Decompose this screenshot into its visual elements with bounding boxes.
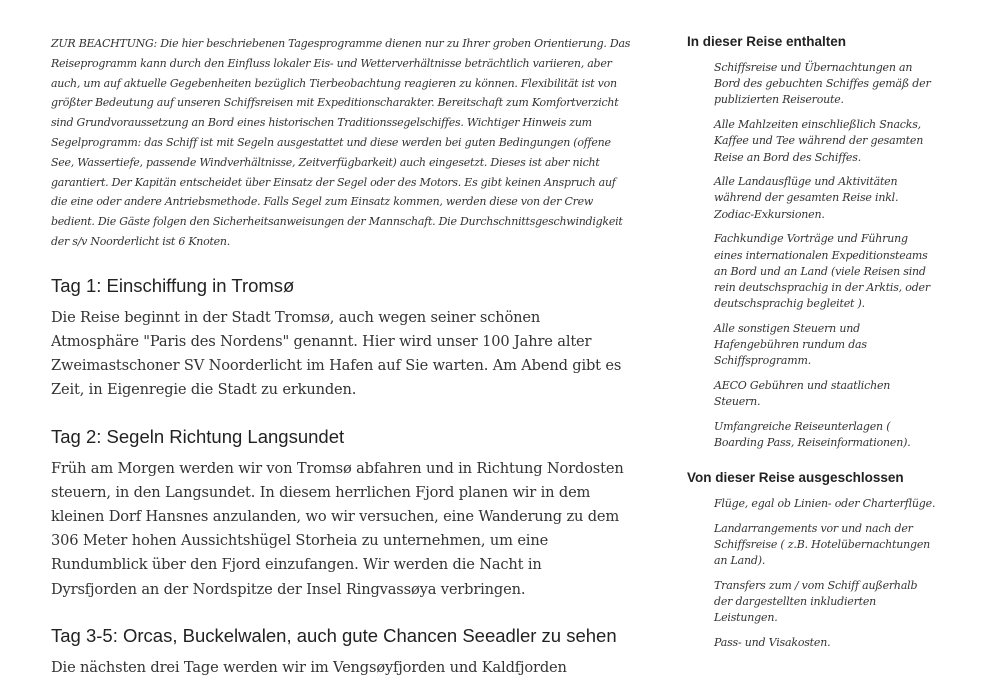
day-title: Tag 1: Einschiffung in Tromsø	[51, 274, 295, 296]
trip-details-sidebar	[687, 33, 937, 660]
day-description: Früh am Morgen werden wir von Tromsø abfahren und in Richtung Nordosten steuern, in den Langsundet. In diesem herrlichen Fjord planen wir in dem kleinen Dorf Hansnes anzulanden, wo wir versuchen, eine Wanderung zu dem 306 Meter hohen Aussichtshügel Storheia zu unternehmen, um eine Rundumblick über den Fjord einzufangen. Wir werden die Nacht in Dyrsfjorden an der Nordspitze der Insel Ringvassøya verbringen.	[51, 459, 624, 598]
day-description: Die Reise beginnt in der Stadt Tromsø, auch wegen seiner schönen Atmosphäre "Paris des Nordens" genannt. Hier wird unser 100 Jahre alter Zweimastschoner SV Noorderlicht im Hafen auf Sie warten. Am Abend gibt es Zeit, in Eigenregie die Stadt zu erkunden.	[51, 308, 622, 399]
included-item: AECO Gebühren und staatlichen Steuern.	[714, 378, 891, 409]
excluded-section	[687, 469, 937, 651]
excluded-list	[687, 496, 937, 651]
included-item: Alle Mahlzeiten einschließlich Snacks, Kaffee und Tee während der gesamten Reise an Bord des Schiffes.	[714, 118, 924, 164]
included-section	[687, 33, 937, 451]
excluded-item: Flüge, egal ob Linien- oder Charterflüge.	[714, 497, 936, 511]
day-section	[51, 426, 631, 602]
day-section	[51, 625, 631, 680]
excluded-item: Landarrangements vor und nach der Schiffsreise ( z.B. Hotelübernachtungen an Land).	[714, 521, 931, 568]
included-item: Alle sonstigen Steuern und Hafengebühren rundum das Schiffsprogramm.	[714, 321, 867, 368]
day-section	[51, 275, 631, 403]
excluded-item: Pass- und Visakosten.	[714, 636, 831, 650]
excluded-item: Transfers zum / vom Schiff außerhalb der dargestellten inkludierten Leistungen.	[714, 579, 918, 625]
included-title: In dieser Reise enthalten	[687, 34, 847, 49]
included-list	[687, 60, 937, 451]
day-description: Die nächsten drei Tage werden wir im Vengsøyfjorden und Kaldfjorden	[51, 658, 567, 676]
included-item: Fachkundige Vorträge und Führung eines internationalen Expeditionsteams an Bord und an Land (viele Reisen sind rein deutschsprachig in der Arktis, oder deutschsprachig begleitet ).	[714, 232, 930, 311]
included-item: Schiffsreise und Übernachtungen an Bord des gebuchten Schiffes gemäß der publizierten Reiseroute.	[714, 61, 931, 107]
excluded-title: Von dieser Reise ausgeschlossen	[687, 470, 904, 486]
included-item: Umfangreiche Reiseunterlagen ( Boarding Pass, Reiseinformationen).	[714, 419, 911, 450]
day-title: Tag 2: Segeln Richtung Langsundet	[51, 425, 345, 447]
included-item: Alle Landausflüge und Aktivitäten während der gesamten Reise inkl. Zodiac-Exkursionen.	[714, 175, 899, 221]
day-title: Tag 3-5: Orcas, Buckelwalen, auch gute Chancen Seeadler zu sehen	[51, 624, 617, 646]
itinerary-disclaimer: ZUR BEACHTUNG: Die hier beschriebenen Tagesprogramme dienen nur zu Ihrer groben Orientierung. Das Reiseprogramm kann durch den Einfluss lokaler Eis- und Wetterverhältnisse beträchtlich variieren, aber auch, um auf aktuelle Gegebenheiten bezüglich Tierbeobachtung reagieren zu können. Flexibilität ist von größter Bedeutung auf unseren Schiffsreisen mit Expeditionscharakter. Bereitschaft zum Komfortverzicht sind Grundvoraussetzung an Bord eines historischen Traditionssegelschiffes. Wichtiger Hinweis zum Segelprogramm: das Schiff ist mit Segeln ausgestattet und diese werden bei guten Bedingungen (offene See, Wassertiefe, passende Windverhältnisse, Zeitverfügbarkeit) auch eingesetzt. Dieses ist aber nicht garantiert. Der Kapitän entscheidet über Einsatz der Segel oder des Motors. Es gibt keinen Anspruch auf die eine oder andere Antriebsmethode. Falls Segel zum Einsatz kommen, werden diese von der Crew bedient. Die Gäste folgen den Sicherheitsanweisungen der Mannschaft. Die Durchschnittsgeschwindigkeit der s/v Noorderlicht ist 6 Knoten.	[51, 37, 631, 248]
itinerary-column	[51, 34, 631, 680]
